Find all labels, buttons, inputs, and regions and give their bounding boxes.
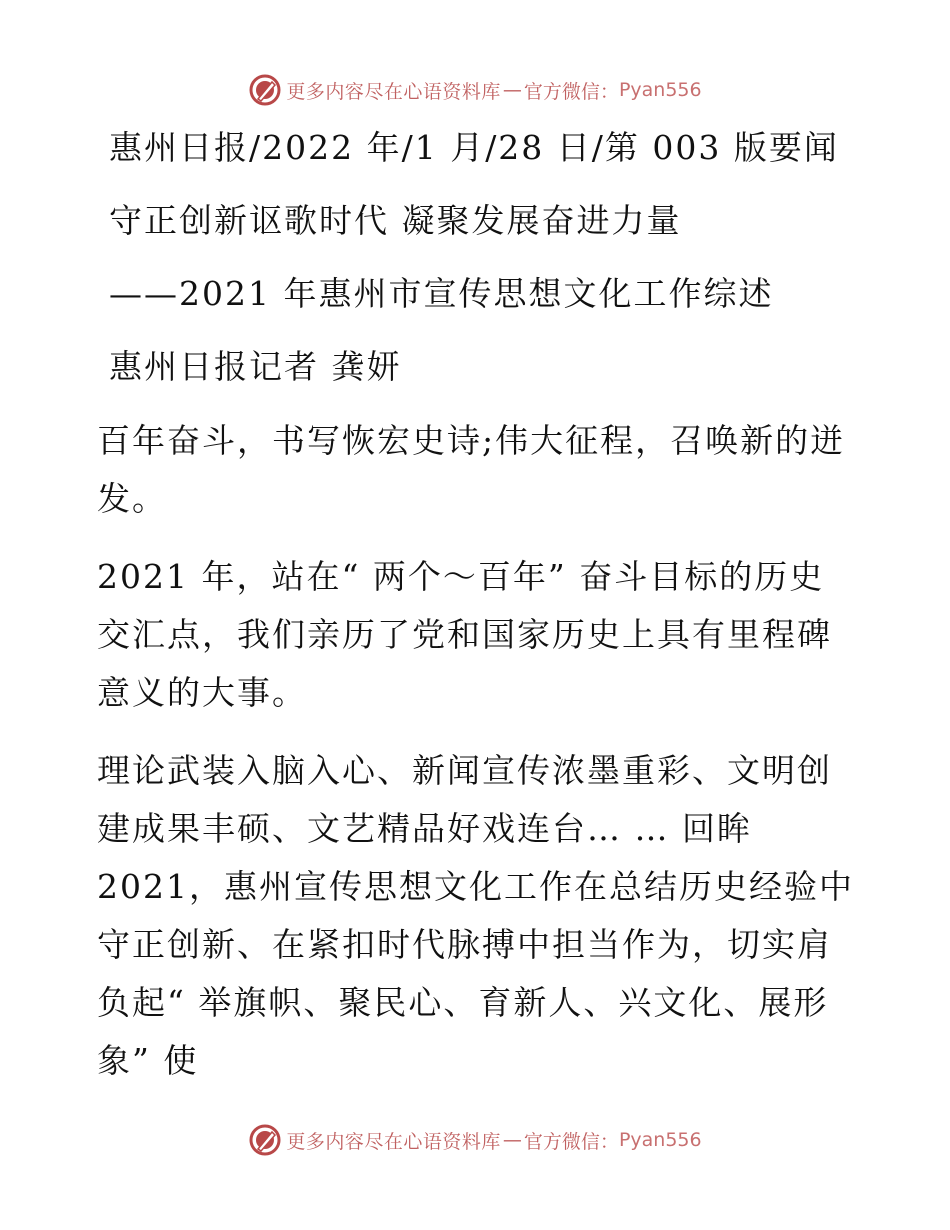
watermark-separator: — xyxy=(502,79,522,101)
pen-seal-logo-icon xyxy=(248,73,282,107)
pen-seal-logo-icon xyxy=(248,1123,282,1157)
watermark-text: 更多内容尽在心语资料库 xyxy=(286,1130,501,1153)
watermark-text: 更多内容尽在心语资料库 xyxy=(286,80,501,103)
watermark-contact-label: 官方微信： xyxy=(523,80,619,103)
subheadline: ——2021 年惠州市宣传思想文化工作综述 xyxy=(109,274,774,313)
watermark-contact-id: Pyan556 xyxy=(618,79,702,101)
paragraph: 百年奋斗，书写恢宏史诗;伟大征程，召唤新的迸发。 xyxy=(97,421,846,518)
headline: 守正创新讴歌时代 凝聚发展奋进力量 xyxy=(109,201,682,240)
watermark-header xyxy=(0,70,950,110)
watermark-contact-id: Pyan556 xyxy=(618,1129,702,1151)
watermark-contact-label: 官方微信： xyxy=(523,1130,619,1153)
watermark-footer xyxy=(0,1120,950,1160)
watermark-separator: — xyxy=(502,1129,522,1151)
source-line: 惠州日报/2022 年/1 月/28 日/第 003 版要闻 xyxy=(109,128,839,167)
byline: 惠州日报记者 龚妍 xyxy=(109,347,402,386)
document-body xyxy=(97,120,857,1090)
paragraph: 2021 年，站在“ 两个～百年” 奋斗目标的历史交汇点，我们亲历了党和国家历史上具有里程碑意义的大事。 xyxy=(97,557,832,712)
paragraph: 理论武装入脑入心、新闻宣传浓墨重彩、文明创建成果丰硕、文艺精品好戏连台… … 回眸 2021，惠州宣传思想文化工作在总结历史经验中守正创新、在紧扣时代脉搏中担当作为，切实肩负起“ 举旗帜、聚民心、育新人、兴文化、展形象” 使 xyxy=(97,751,854,1080)
